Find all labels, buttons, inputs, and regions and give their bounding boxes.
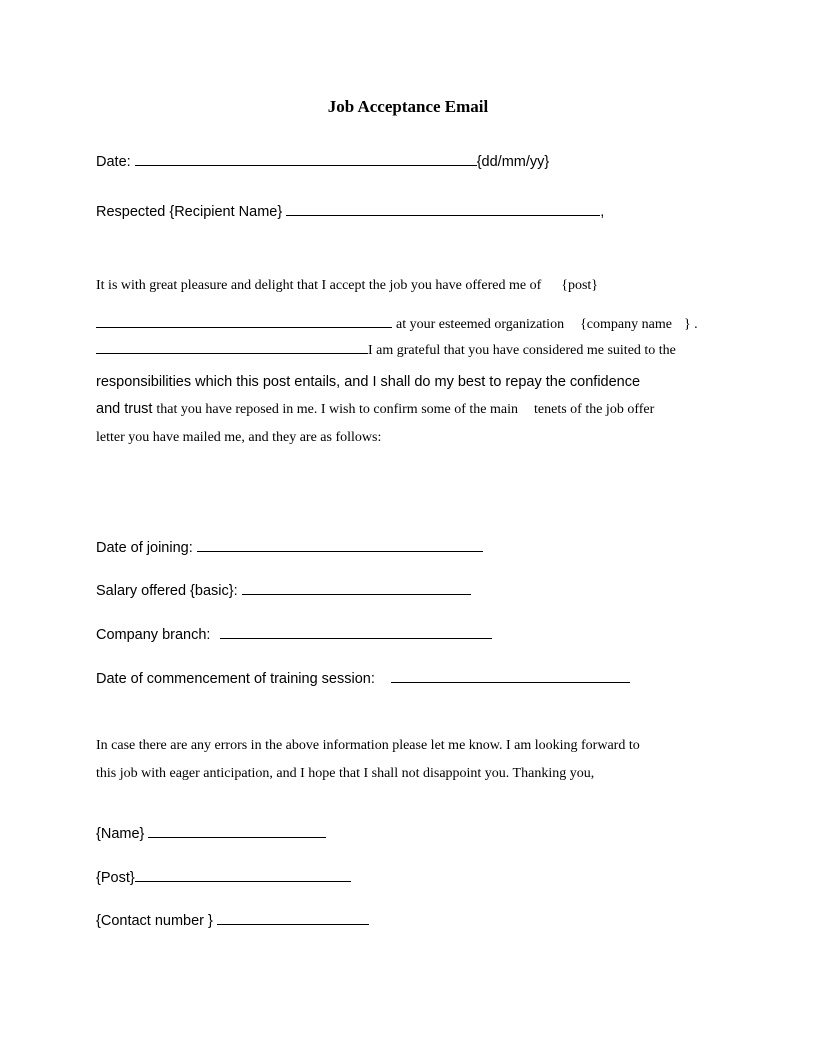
- para1-line3-text: I am grateful that you have considered me suited to the: [368, 343, 676, 358]
- joining-date-blank[interactable]: [197, 537, 483, 552]
- joining-date-field: [96, 537, 483, 557]
- para2-line1-text: In case there are any errors in the above information please let me know. I am looking forward to: [96, 738, 640, 753]
- company-name-blank[interactable]: [96, 339, 368, 354]
- salutation-label: Respected {Recipient Name}: [96, 204, 283, 220]
- date-format: {dd/mm/yy}: [476, 154, 550, 170]
- date-line: [96, 151, 549, 171]
- training-label: Date of commencement of training session:: [96, 671, 375, 687]
- salary-field: [96, 580, 471, 600]
- date-blank[interactable]: [135, 151, 477, 166]
- training-blank[interactable]: [391, 668, 630, 683]
- name-label: {Name}: [96, 826, 145, 842]
- joining-date-label: Date of joining:: [96, 540, 193, 556]
- para1-line2: [96, 313, 698, 334]
- salary-blank[interactable]: [242, 580, 471, 595]
- signature-post: [96, 867, 351, 887]
- salary-label: Salary offered {basic}:: [96, 583, 238, 599]
- contact-label: {Contact number }: [96, 913, 213, 929]
- para2-line2-text: this job with eager anticipation, and I hope that I shall not disappoint you. Thanking you,: [96, 766, 595, 781]
- branch-field: [96, 624, 492, 644]
- para2-line1: [96, 737, 640, 755]
- para1-line3: [96, 339, 676, 360]
- para1-line2-text: at your esteemed organization: [396, 317, 565, 332]
- document-title: Job Acceptance Email: [327, 97, 489, 116]
- signature-name: [96, 823, 326, 843]
- post-blank[interactable]: [96, 313, 392, 328]
- para1-line1: [96, 277, 598, 295]
- signature-contact: [96, 910, 369, 930]
- branch-blank[interactable]: [220, 624, 492, 639]
- para1-line5-end: tenets of the job offer: [534, 402, 655, 417]
- recipient-name-blank[interactable]: [286, 201, 600, 216]
- salutation-line: [96, 201, 604, 221]
- para1-line1-text: It is with great pleasure and delight that I accept the job you have offered me of: [96, 278, 542, 293]
- date-label: Date:: [96, 154, 131, 170]
- company-name-placeholder: {company name: [580, 317, 672, 332]
- company-name-close: } .: [683, 317, 698, 332]
- post-placeholder: {post}: [561, 278, 599, 293]
- para1-line5-serif: that you have reposed in me. I wish to confirm some of the main: [156, 402, 519, 417]
- branch-label: Company branch:: [96, 627, 211, 643]
- para1-line6: [96, 429, 381, 447]
- para2-line2: [96, 765, 594, 783]
- para1-line5: [96, 400, 654, 419]
- salutation-comma: ,: [600, 204, 605, 220]
- para1-line5-sans: and trust: [96, 401, 153, 417]
- training-field: [96, 668, 630, 688]
- name-blank[interactable]: [148, 823, 326, 838]
- post-label: {Post}: [96, 870, 135, 886]
- para1-line6-text: letter you have mailed me, and they are as follows:: [96, 430, 382, 445]
- contact-blank[interactable]: [217, 910, 369, 925]
- para1-line4-text: responsibilities which this post entails, and I shall do my best to repay the confidence: [96, 374, 641, 390]
- post-sign-blank[interactable]: [135, 867, 351, 882]
- para1-line4: [96, 373, 640, 391]
